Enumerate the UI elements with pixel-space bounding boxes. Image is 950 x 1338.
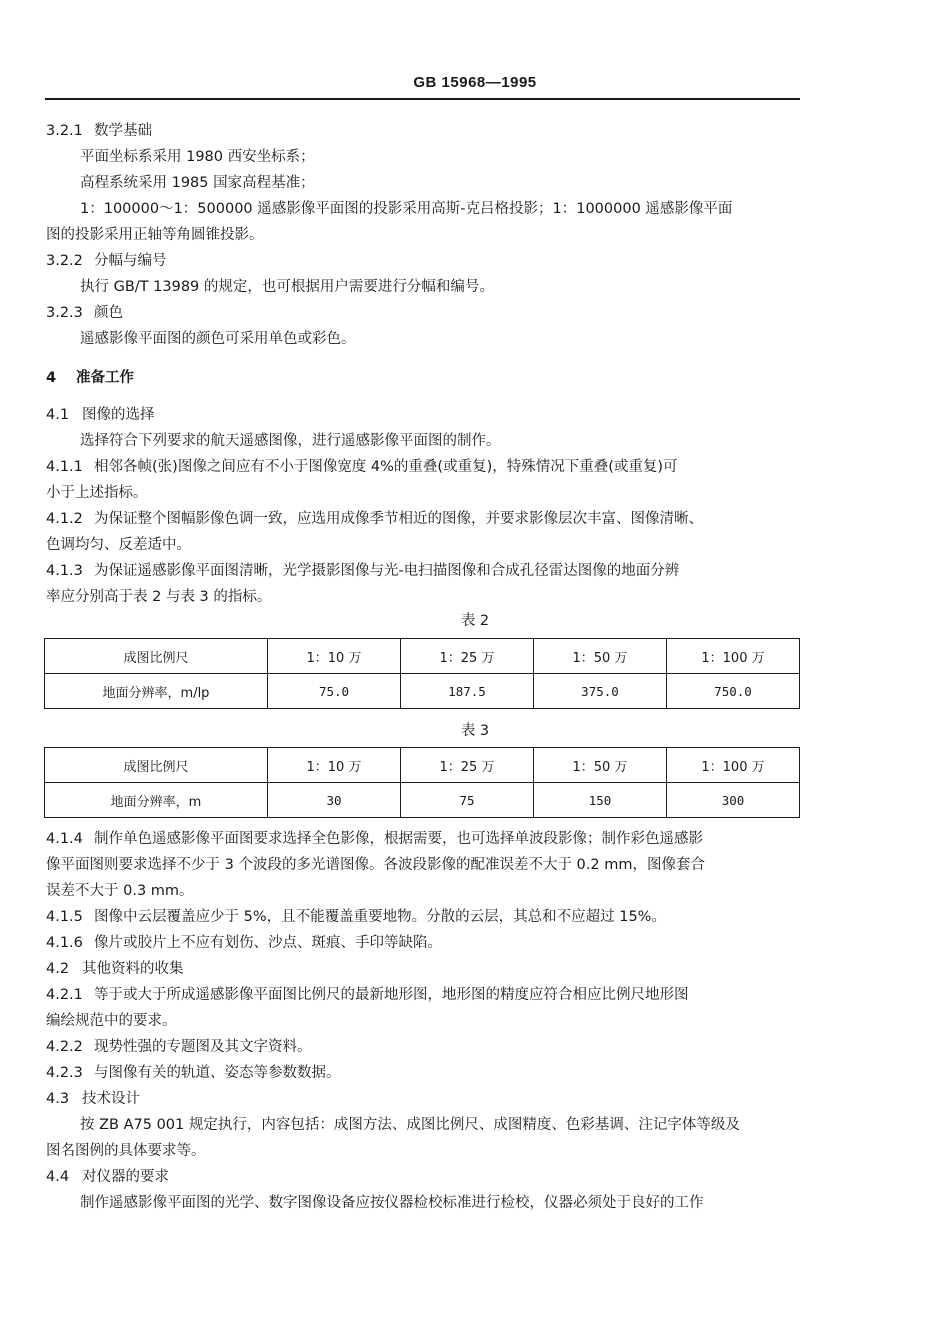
table-cell: 成图比例尺 [45,748,268,783]
paragraph-line: 制作遥感影像平面图的光学、数字图像设备应按仪器检校标准进行检校，仪器必须处于良好的工作 [80,1195,704,1211]
paragraph-line: 等于或大于所成遥感影像平面图比例尺的最新地形图，地形图的精度应符合相应比例尺地形图 [94,987,689,1003]
section-number: 4.1.6 [46,935,83,951]
section-number: 4.1.2 [46,511,83,527]
section-number: 4.4 [46,1169,70,1185]
paragraph-line: 平面坐标系采用 1980 西安坐标系； [80,149,315,165]
section-number: 4.2.2 [46,1039,83,1055]
header-rule [45,98,800,100]
table-cell: 30 [268,783,401,818]
section-title: 技术设计 [82,1091,140,1107]
section-title: 分幅与编号 [94,253,167,269]
table-3 [44,747,800,818]
paragraph-line: 1：100000～1：500000 遥感影像平面图的投影采用高斯-克吕格投影；1：1000000 遥感影像平面 [80,201,733,217]
paragraph-line: 率应分别高于表 2 与表 3 的指标。 [46,589,272,605]
table-cell: 地面分辨率，m [45,783,268,818]
paragraph-line: 高程系统采用 1985 国家高程基准； [80,175,315,191]
paragraph-line: 为保证整个图幅影像色调一致，应选用成像季节相近的图像，并要求影像层次丰富、图像清晰、 [94,511,703,527]
section-number: 4.3 [46,1091,70,1107]
table-cell: 300 [667,783,800,818]
paragraph-line: 执行 GB/T 13989 的规定，也可根据用户需要进行分幅和编号。 [80,279,494,295]
table-cell: 1：10 万 [268,639,401,674]
section-number: 4.1.5 [46,909,83,925]
table-cell: 1：25 万 [401,748,534,783]
clause-4-2-1 [46,985,689,1005]
table-cell: 1：10 万 [268,748,401,783]
section-4-4-heading [46,1167,169,1187]
table-3-caption: 表 3 [460,723,490,739]
paragraph-line: 图像中云层覆盖应少于 5%，且不能覆盖重要地物。分散的云层，其总和不应超过 15%。 [94,909,666,925]
section-title: 颜色 [94,305,123,321]
section-number: 4.1.4 [46,831,83,847]
table-cell: 1：100 万 [667,639,800,674]
section-4-2-heading [46,959,184,979]
section-title: 图像的选择 [82,407,155,423]
clause-4-1-3 [46,561,679,581]
table-cell: 150 [534,783,667,818]
paragraph-line: 图名图例的具体要求等。 [46,1143,206,1159]
table-header-row [45,748,800,783]
paragraph-line: 像平面图则要求选择不少于 3 个波段的多光谱图像。各波段影像的配准误差不大于 0.2 mm，图像套合 [46,857,705,873]
chapter-4-heading [46,368,134,388]
clause-4-1-1 [46,457,678,477]
section-number: 4.2.1 [46,987,83,1003]
table-cell: 1：25 万 [401,639,534,674]
section-4-1-heading [46,405,155,425]
section-3-2-1-heading [46,121,152,141]
clause-4-1-6 [46,933,442,953]
table-cell: 75.0 [268,674,401,709]
table-row [45,674,800,709]
paragraph-line: 现势性强的专题图及其文字资料。 [94,1039,312,1055]
section-number: 4.2.3 [46,1065,83,1081]
section-title: 对仪器的要求 [82,1169,169,1185]
paragraph-line: 相邻各帧(张)图像之间应有不小于图像宽度 4%的重叠(或重复)，特殊情况下重叠(或重复)可 [94,459,678,475]
section-number: 3.2.3 [46,305,83,321]
paragraph-line: 像片或胶片上不应有划伤、沙点、斑痕、手印等缺陷。 [94,935,442,951]
section-3-2-3-heading [46,303,123,323]
section-number: 4.1.1 [46,459,83,475]
section-title: 数学基础 [94,123,152,139]
paragraph-line: 编绘规范中的要求。 [46,1013,177,1029]
section-4-3-heading [46,1089,140,1109]
table-cell: 750.0 [667,674,800,709]
paragraph-line: 选择符合下列要求的航天遥感图像，进行遥感影像平面图的制作。 [80,433,501,449]
table-row [45,783,800,818]
section-number: 3.2.2 [46,253,83,269]
table-cell: 成图比例尺 [45,639,268,674]
clause-4-2-2 [46,1037,312,1057]
section-title: 其他资料的收集 [82,961,184,977]
paragraph-line: 制作单色遥感影像平面图要求选择全色影像，根据需要，也可选择单波段影像；制作彩色遥感影 [94,831,703,847]
table-2-caption: 表 2 [460,613,490,629]
section-number: 4.1.3 [46,563,83,579]
clause-4-1-5 [46,907,666,927]
table-header-row [45,639,800,674]
section-number: 3.2.1 [46,123,83,139]
paragraph-line: 误差不大于 0.3 mm。 [46,883,194,899]
paragraph-line: 小于上述指标。 [46,485,148,501]
table-cell: 75 [401,783,534,818]
table-cell: 1：50 万 [534,639,667,674]
paragraph-line: 为保证遥感影像平面图清晰，光学摄影图像与光-电扫描图像和合成孔径雷达图像的地面分辨 [94,563,680,579]
table-cell: 187.5 [401,674,534,709]
chapter-number: 4 [46,370,57,386]
table-2 [44,638,800,709]
paragraph-line: 与图像有关的轨道、姿态等参数数据。 [94,1065,341,1081]
section-number: 4.2 [46,961,70,977]
table-cell: 1：50 万 [534,748,667,783]
paragraph-line: 按 ZB A75 001 规定执行，内容包括：成图方法、成图比例尺、成图精度、色彩基调、注记字体等级及 [80,1117,740,1133]
standard-header: GB 15968—1995 [413,74,537,91]
paragraph-line: 图的投影采用正轴等角圆锥投影。 [46,227,264,243]
table-cell: 375.0 [534,674,667,709]
section-3-2-2-heading [46,251,167,271]
paragraph-line: 色调均匀、反差适中。 [46,537,191,553]
clause-4-1-2 [46,509,703,529]
table-cell: 1：100 万 [667,748,800,783]
clause-4-1-4 [46,829,703,849]
table-cell: 地面分辨率，m/lp [45,674,268,709]
chapter-title: 准备工作 [76,370,134,386]
paragraph-line: 遥感影像平面图的颜色可采用单色或彩色。 [80,331,356,347]
clause-4-2-3 [46,1063,341,1083]
section-number: 4.1 [46,407,70,423]
